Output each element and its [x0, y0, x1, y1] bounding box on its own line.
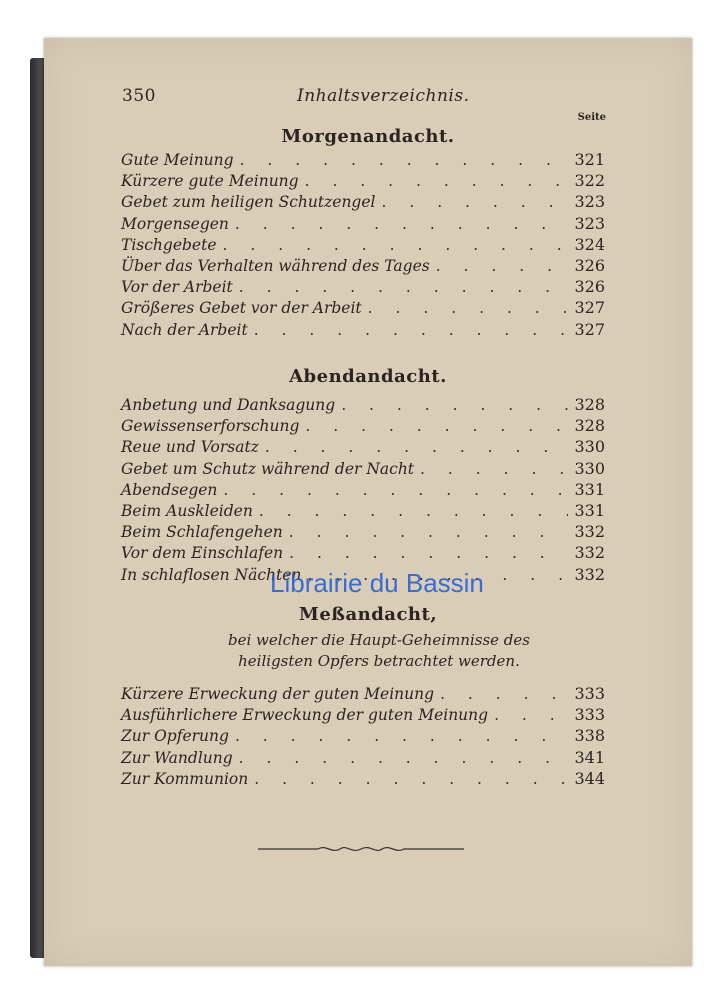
decorative-flourish-icon — [258, 842, 464, 856]
toc-entry: Beim Auskleiden . . . 331 — [121, 501, 605, 522]
section-title-morgenandacht: Morgenandacht. — [281, 126, 455, 147]
toc-list-messandacht — [121, 684, 605, 790]
toc-entry: Vor der Arbeit . . . 326 — [121, 277, 605, 298]
toc-entry: Morgensegen . . . 323 — [121, 214, 605, 235]
toc-entry: Gebet um Schutz während der Nacht . . . 330 — [121, 459, 605, 480]
toc-entry: Gebet zum heiligen Schutzengel . . . 323 — [121, 192, 605, 213]
toc-list-morgenandacht — [121, 150, 605, 341]
toc-entry: Gewissenserforschung . . . 328 — [121, 416, 605, 437]
toc-entry: Abendsegen . . . 331 — [121, 480, 605, 501]
toc-entry: Kürzere Erweckung der guten Meinung . . . 333 — [121, 684, 605, 705]
section-subtitle-messandacht: bei welcher die Haupt-Geheimnisse des heiligsten Opfers betrachtet werden. — [228, 631, 530, 670]
toc-entry: Anbetung und Danksagung . . . 328 — [121, 395, 605, 416]
toc-entry: In schlaflosen Nächten . . . 332 — [121, 565, 605, 586]
section-title-messandacht: Meßandacht, — [298, 604, 438, 625]
toc-entry: Zur Wandlung . . . 341 — [121, 748, 605, 769]
toc-entry: Zur Kommunion . . . 344 — [121, 769, 605, 790]
toc-entry: Größeres Gebet vor der Arbeit . . . 327 — [121, 298, 605, 319]
book-page — [44, 38, 692, 966]
toc-entry: Über das Verhalten während des Tages . . . 326 — [121, 256, 605, 277]
page-column-label: Seite — [577, 112, 606, 123]
toc-entry: Reue und Vorsatz . . . 330 — [121, 437, 605, 458]
toc-entry: Nach der Arbeit . . . 327 — [121, 320, 605, 341]
toc-entry: Zur Opferung . . . 338 — [121, 726, 605, 747]
section-title-abendandacht: Abendandacht. — [289, 366, 447, 387]
page-header — [122, 86, 612, 108]
page-number: 350 — [122, 86, 156, 106]
watermark: Librairie du Bassin — [270, 568, 484, 598]
toc-entry: Gute Meinung . . . 321 — [121, 150, 605, 171]
toc-entry: Ausführlichere Erweckung der guten Meinung . . . 333 — [121, 705, 605, 726]
toc-entry: Tischgebete . . . 324 — [121, 235, 605, 256]
toc-entry: Kürzere gute Meinung . . . 322 — [121, 171, 605, 192]
toc-entry: Beim Schlafengehen . . . 332 — [121, 522, 605, 543]
running-title: Inhaltsverzeichnis. — [297, 86, 470, 106]
toc-list-abendandacht — [121, 395, 605, 586]
toc-entry: Vor dem Einschlafen . . . 332 — [121, 543, 605, 564]
